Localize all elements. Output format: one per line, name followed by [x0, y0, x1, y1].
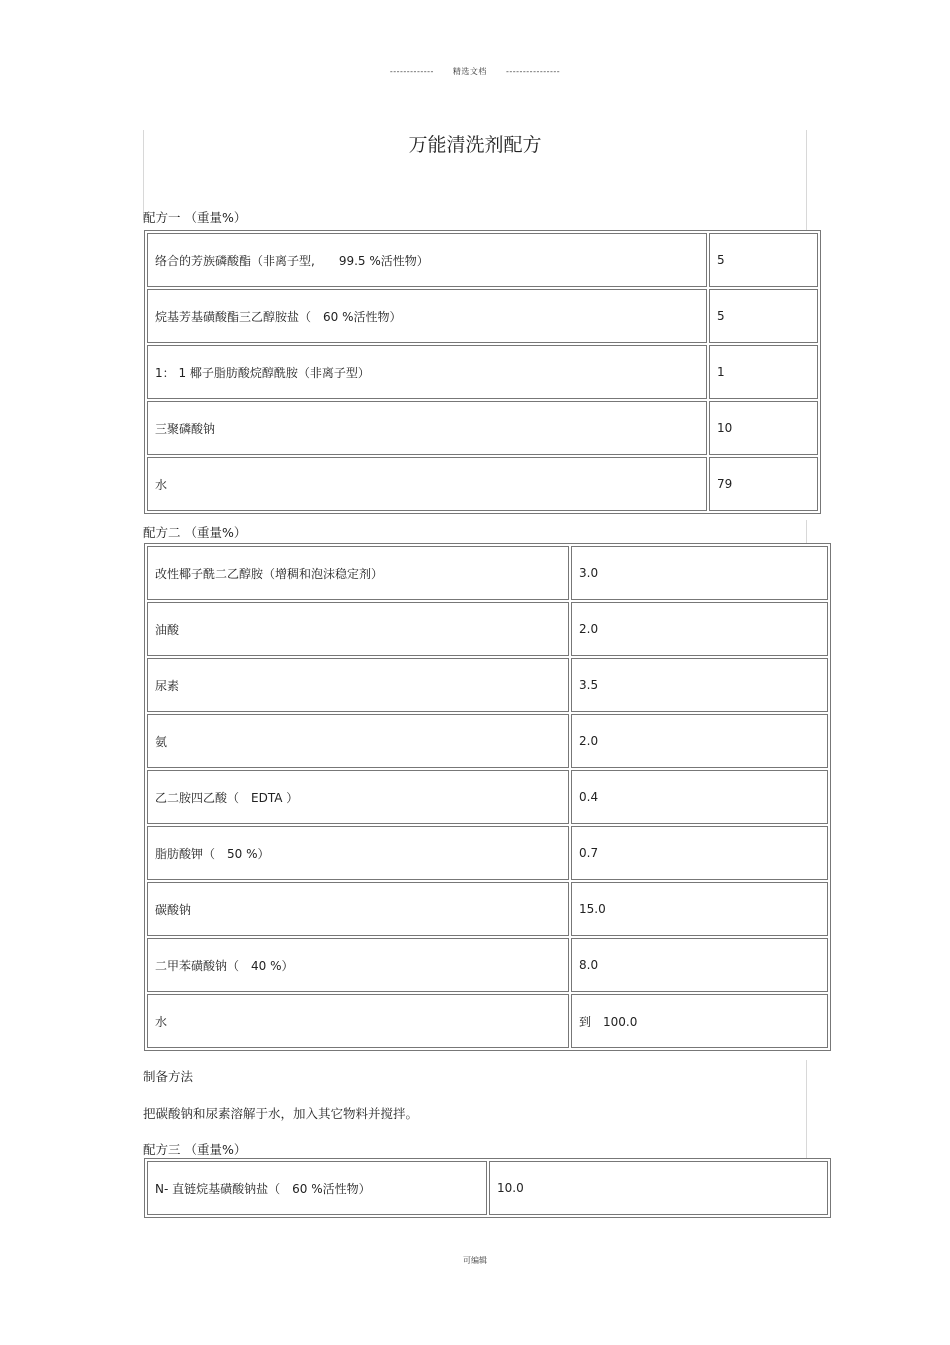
header-left-dashes: ------------- — [389, 67, 434, 76]
page-header — [0, 66, 950, 77]
right-frame-line-3 — [806, 1060, 807, 1158]
ingredient-cell: 二甲苯磺酸钠（ 40 %） — [147, 938, 569, 992]
table-row — [147, 882, 828, 936]
recipe1-heading: 配方一 （重量%） — [143, 210, 247, 225]
ingredient-cell: 尿素 — [147, 658, 569, 712]
ingredient-cell: 碳酸钠 — [147, 882, 569, 936]
recipe3-table — [144, 1158, 831, 1218]
table-row — [147, 826, 828, 880]
recipe2-table — [144, 543, 831, 1051]
table-row — [147, 345, 818, 399]
amount-cell: 到 100.0 — [571, 994, 828, 1048]
amount-cell: 10 — [709, 401, 818, 455]
table-row — [147, 546, 828, 600]
ingredient-cell: 油酸 — [147, 602, 569, 656]
ingredient-cell: 乙二胺四乙酸（ EDTA ） — [147, 770, 569, 824]
amount-cell: 5 — [709, 289, 818, 343]
amount-cell: 0.4 — [571, 770, 828, 824]
amount-cell: 8.0 — [571, 938, 828, 992]
ingredient-cell: 络合的芳族磷酸酯（非离子型, 99.5 %活性物） — [147, 233, 707, 287]
ingredient-cell: 水 — [147, 457, 707, 511]
amount-cell: 3.0 — [571, 546, 828, 600]
table-row — [147, 233, 818, 287]
amount-cell: 2.0 — [571, 714, 828, 768]
method-heading: 制备方法 — [143, 1069, 194, 1084]
amount-cell: 0.7 — [571, 826, 828, 880]
method-text: 把碳酸钠和尿素溶解于水，加入其它物料并搅拌。 — [143, 1106, 419, 1121]
amount-cell: 79 — [709, 457, 818, 511]
table-row — [147, 938, 828, 992]
amount-cell: 2.0 — [571, 602, 828, 656]
right-frame-line-2 — [806, 520, 807, 545]
document-title: 万能清洗剂配方 — [408, 134, 542, 156]
table-row — [147, 289, 818, 343]
ingredient-cell: 烷基芳基磺酸酯三乙醇胺盐（ 60 %活性物） — [147, 289, 707, 343]
ingredient-cell: 脂肪酸钾（ 50 %） — [147, 826, 569, 880]
table-row — [147, 401, 818, 455]
table-row — [147, 714, 828, 768]
table-row — [147, 770, 828, 824]
ingredient-cell: 水 — [147, 994, 569, 1048]
amount-cell: 5 — [709, 233, 818, 287]
table-row — [147, 658, 828, 712]
table-row — [147, 994, 828, 1048]
ingredient-cell: 氨 — [147, 714, 569, 768]
amount-cell: 1 — [709, 345, 818, 399]
table-row — [147, 1161, 828, 1215]
amount-cell: 3.5 — [571, 658, 828, 712]
ingredient-cell: N- 直链烷基磺酸钠盐（ 60 %活性物） — [147, 1161, 487, 1215]
header-text: 精选文档 — [452, 67, 487, 76]
recipe3-heading: 配方三 （重量%） — [143, 1142, 247, 1157]
amount-cell: 15.0 — [571, 882, 828, 936]
amount-cell: 10.0 — [489, 1161, 828, 1215]
table-row — [147, 602, 828, 656]
ingredient-cell: 三聚磷酸钠 — [147, 401, 707, 455]
table-row — [147, 457, 818, 511]
page-footer: 可编辑 — [463, 1256, 487, 1265]
ingredient-cell: 1： 1 椰子脂肪酸烷醇酰胺（非离子型） — [147, 345, 707, 399]
header-right-dashes: ---------------- — [505, 67, 561, 76]
recipe1-table — [144, 230, 821, 514]
recipe2-heading: 配方二 （重量%） — [143, 525, 247, 540]
ingredient-cell: 改性椰子酰二乙醇胺（增稠和泡沫稳定剂） — [147, 546, 569, 600]
